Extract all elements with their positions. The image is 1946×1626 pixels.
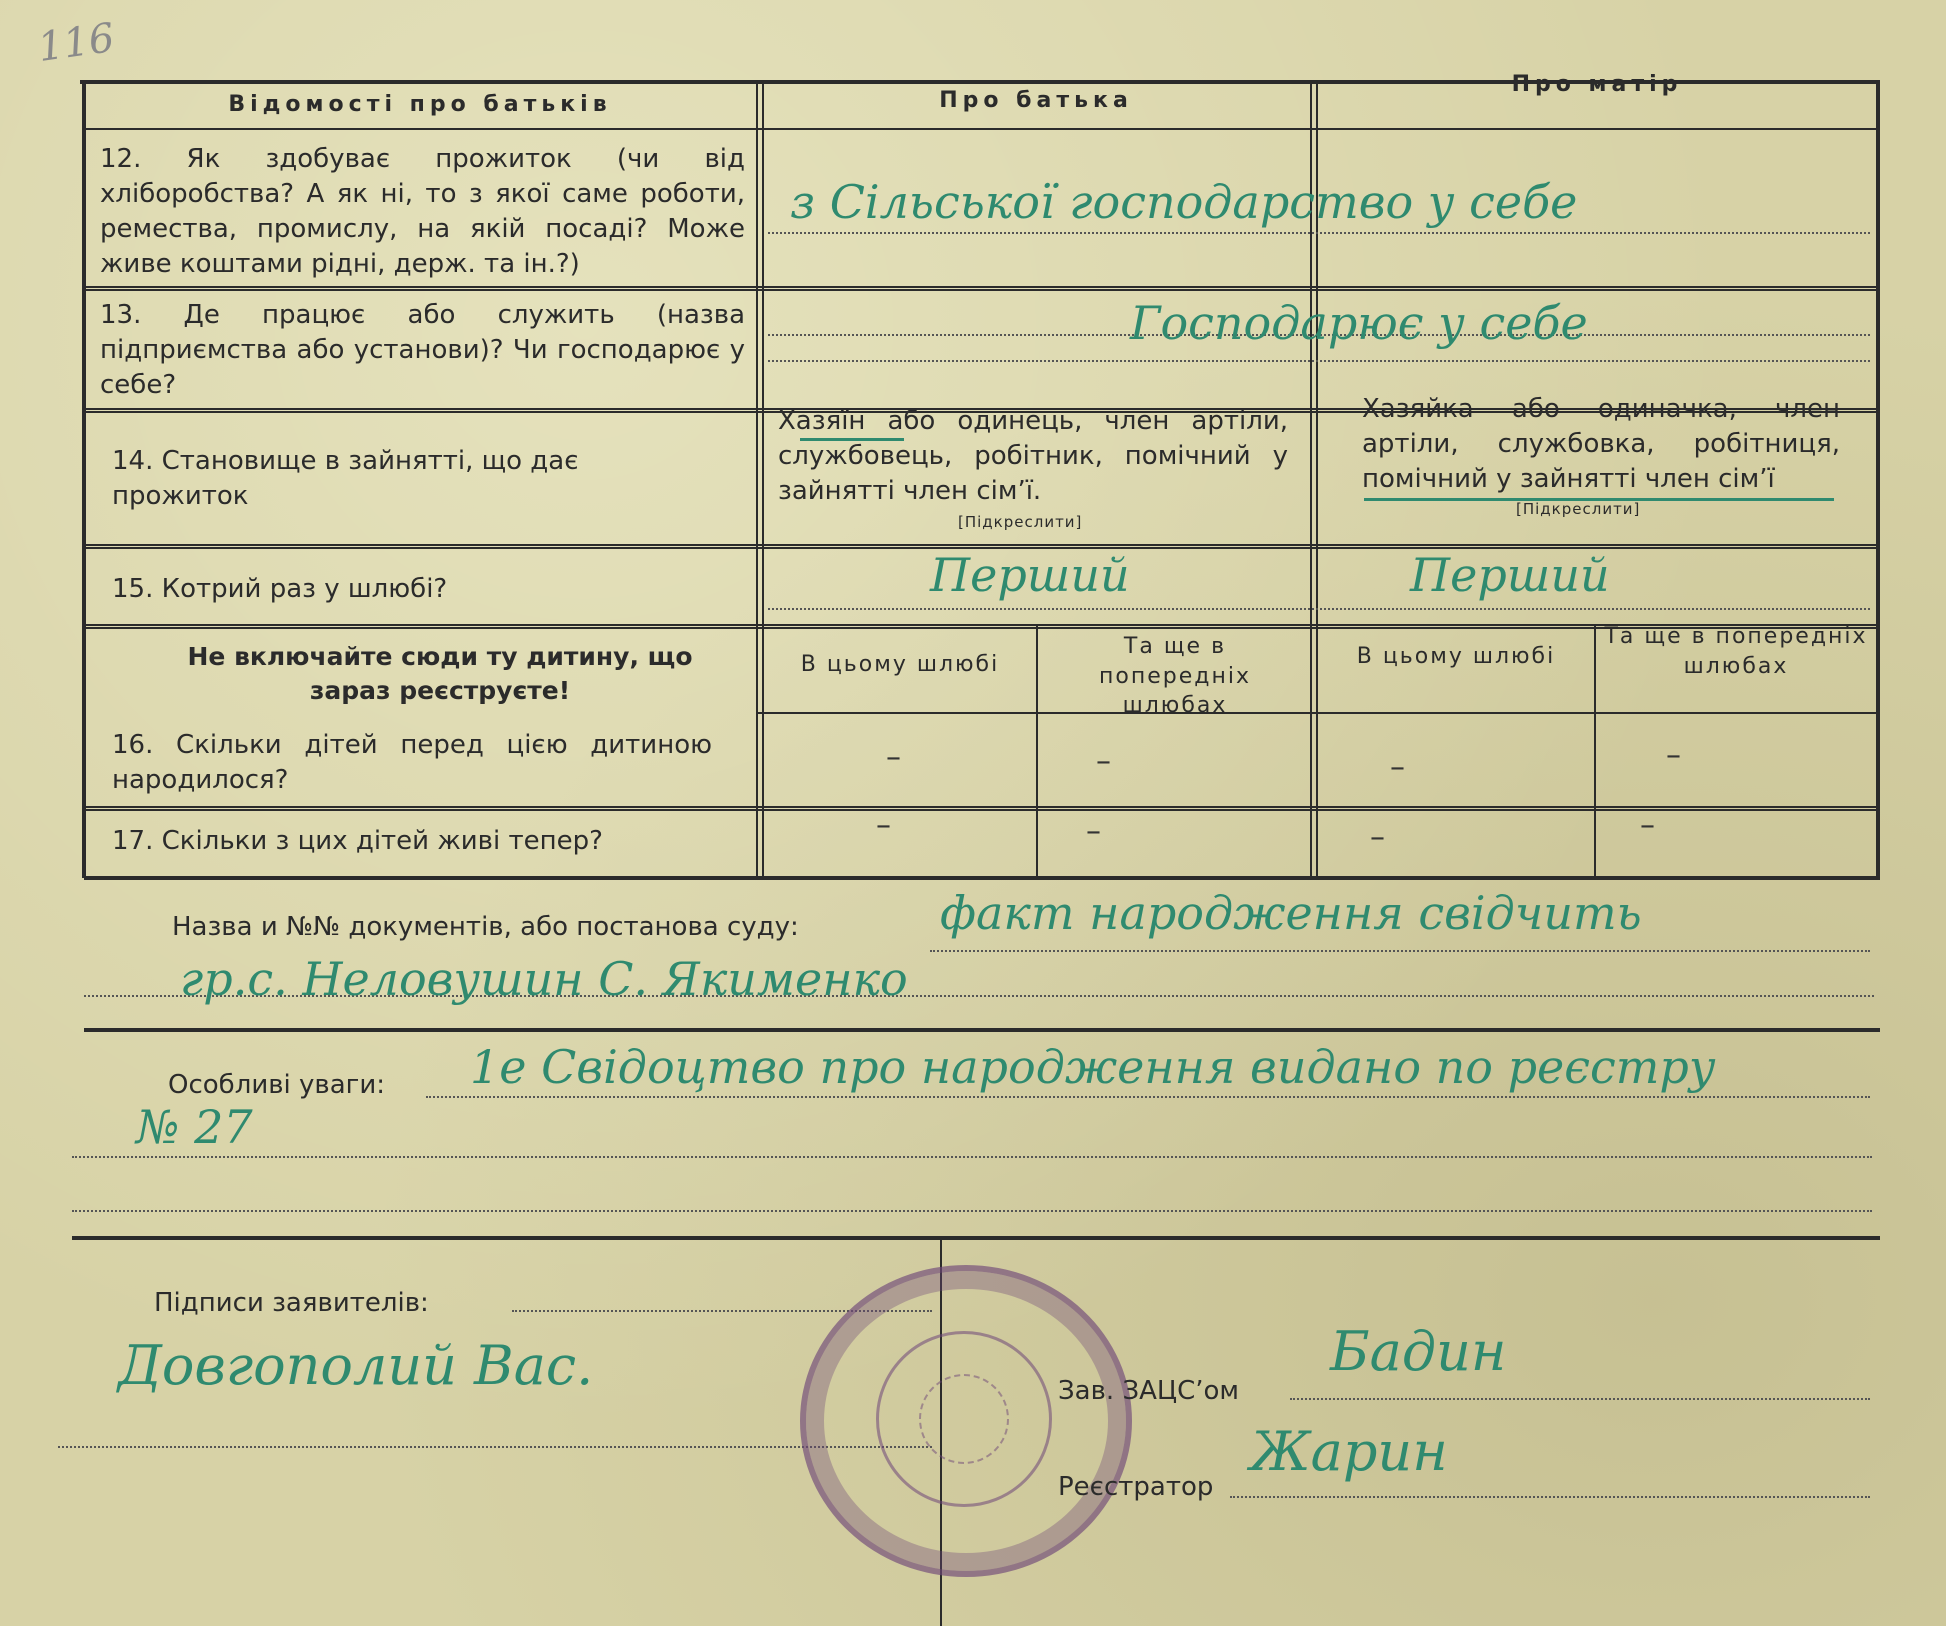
stamp-inner-ring — [876, 1331, 1052, 1507]
documents-divider — [84, 1028, 1880, 1032]
remarks-value-2: № 27 — [136, 1100, 253, 1154]
row15-answer-line — [768, 608, 1870, 610]
applicant-signature: Довгополий Вас. — [118, 1334, 594, 1397]
father-sub-divider — [1036, 624, 1038, 878]
q17-mother-prev: – — [1640, 808, 1655, 843]
corner-mark: 116 — [35, 14, 118, 72]
mother-sub-divider — [1594, 624, 1596, 878]
sub-this-marriage-mother: В цьому шлюбі — [1356, 644, 1556, 669]
question-12: 12. Як здобуває прожиток (чи від хліборобства? А як ні, то з якої саме роботи, ремества, промислу, на якій посаді? Може живе коштами рідні, держ. та ін.?) — [100, 144, 745, 280]
registrar-line — [1230, 1496, 1870, 1498]
q16-father-prev: – — [1096, 744, 1111, 779]
documents-value-2: гр.с. Неловушин С. Якименко — [180, 952, 908, 1006]
q17-mother-this: – — [1370, 820, 1385, 855]
row13-answer-line-2 — [768, 360, 1870, 362]
question-17: 17. Скільки з цих дітей живі тепер? — [112, 826, 603, 856]
remarks-value-1: 1е Свідоцтво про народження видано по реєстру — [470, 1040, 1716, 1094]
header-about-father: Про батька — [939, 88, 1133, 113]
sub-prev-marriages-father: Та ще в попередніх шлюбах — [1099, 634, 1251, 719]
answer-12: з Сільської господарство у себе — [790, 175, 1578, 229]
question-13: 13. Де працює або служить (назва підприємства або установи)? Чи господарює у себе? — [100, 300, 745, 401]
remarks-divider — [72, 1236, 1880, 1240]
head-line — [1290, 1398, 1870, 1400]
underline-note-mother: [Підкреслити] — [1516, 500, 1641, 518]
documents-line-1 — [930, 950, 1870, 952]
table-bottom-border — [84, 876, 1880, 880]
position-options-mother: Хазяйка або одиначка, член артіли, службовка, робітниця, помічний у зайнятті член сім’ї — [1362, 394, 1840, 495]
official-stamp — [800, 1265, 1132, 1577]
q16-father-this: – — [886, 740, 901, 775]
row16-bottom-rule — [84, 806, 1878, 811]
underline-hazyain — [800, 438, 904, 441]
documents-label: Назва и №№ документів, або постанова суду: — [172, 912, 799, 942]
question-16: 16. Скільки дітей перед цією дитиною народилося? — [112, 730, 712, 796]
answer-15-father: Перший — [930, 548, 1130, 602]
registrar-signature: Жарин — [1250, 1420, 1448, 1483]
remarks-line-2 — [72, 1156, 1872, 1158]
table-header-rule — [84, 128, 1878, 130]
head-signature: Бадин — [1330, 1320, 1507, 1383]
answer-15-mother: Перший — [1410, 548, 1610, 602]
header-parents-info: Відомості про батьків — [228, 92, 612, 117]
col1-divider-b — [762, 80, 764, 878]
table-left-border — [82, 80, 86, 878]
head-label: Зав. ЗАЦС’ом — [1058, 1376, 1240, 1406]
remarks-label: Особливі уваги: — [168, 1070, 385, 1100]
question-14: 14. Становище в зайнятті, що дає прожиток — [112, 446, 579, 512]
q17-father-this: – — [876, 808, 891, 843]
registrar-label: Реєстратор — [1058, 1472, 1214, 1502]
sub-this-marriage-father: В цьому шлюбі — [800, 652, 1000, 677]
col1-divider — [756, 80, 758, 878]
question-15: 15. Котрий раз у шлюбі? — [112, 574, 448, 604]
table-right-border — [1876, 80, 1880, 878]
answer-13: Господарює у себе — [1130, 296, 1588, 350]
col2-divider-lower-b — [1316, 408, 1318, 878]
subheader-rule — [758, 712, 1878, 714]
row12-bottom-rule — [84, 286, 1878, 291]
q16-mother-prev: – — [1666, 738, 1681, 773]
remarks-line-1 — [426, 1096, 1870, 1098]
col2-divider-lower — [1310, 408, 1312, 878]
underline-note-father: [Підкреслити] — [958, 513, 1083, 531]
position-options-father: Хазяїн або одинець, член артіли, службовець, робітник, помічний у зайнятті член сім’ї. — [778, 406, 1288, 507]
q16-mother-this: – — [1390, 750, 1405, 785]
documents-value-1: факт народження свідчить — [940, 886, 1642, 940]
applicants-line-2 — [58, 1446, 932, 1448]
sub-prev-marriages-mother: Та ще в попередніх шлюбах — [1604, 624, 1868, 679]
q17-father-prev: – — [1086, 814, 1101, 849]
remarks-line-3 — [72, 1210, 1872, 1212]
applicants-label: Підписи заявителів: — [154, 1288, 429, 1318]
children-note: Не включайте сюди ту дитину, що зараз реєструєте! — [187, 642, 693, 705]
header-about-mother: Про матір — [1511, 72, 1683, 97]
row12-answer-line — [768, 232, 1870, 234]
stamp-emblem — [919, 1374, 1009, 1464]
